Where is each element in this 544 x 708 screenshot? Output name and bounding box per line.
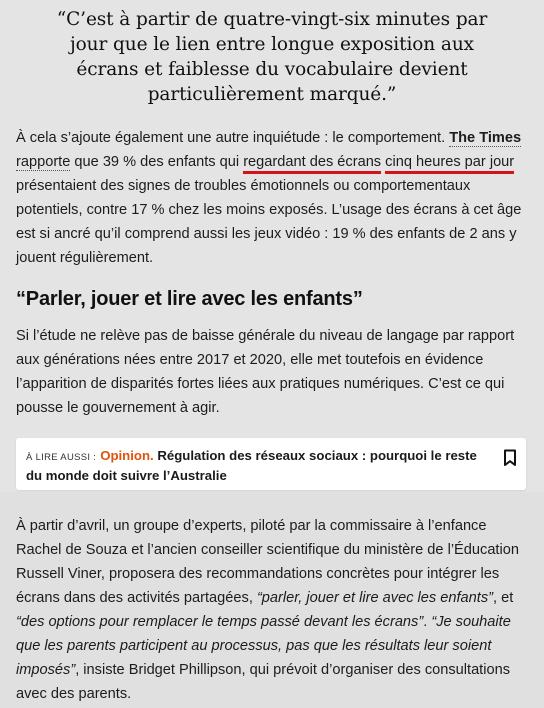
paragraph-behavior [16, 126, 530, 270]
read-also-title[interactable]: Régulation des réseaux sociaux : pourquoi le reste du monde doit suivre l’Australie [26, 448, 477, 483]
quote-options-remplacer: “des options pour remplacer le temps passé devant les écrans” [16, 614, 424, 630]
read-also-kicker: À LIRE AUSSI : [26, 452, 97, 463]
quote-je-souhaite: “Je souhaite que les parents participent au processus, pas que les résultats leur soient imposés” [16, 614, 511, 678]
paragraph-experts [16, 514, 530, 706]
paragraph-intro: À cela s’ajoute également une autre inquiétude : le comportement. [16, 130, 450, 146]
paragraph-rest: présentaient des signes de troubles émotionnels ou comportementaux potentiels, contre 17 % chez les moins exposés. L’usage des écrans à cet âge est si ancré qu’il comprend aussi les jeux vidéo : 19 % des enfants de 2 ans y jouent régulièrement. [16, 178, 522, 266]
paragraph-part3: . [423, 614, 432, 630]
read-also-category: Opinion. [100, 448, 154, 463]
section-heading: “Parler, jouer et lire avec les enfants” [16, 288, 363, 310]
the-times-link[interactable]: The Times [449, 130, 522, 146]
paragraph-mid: que 39 % des enfants qui [70, 154, 244, 170]
read-also-text[interactable] [26, 447, 486, 485]
highlight-cinq-heures-par-jour: cinq heures par jour [385, 154, 514, 174]
paragraph-part4: , insiste Bridget Phillipson, qui prévoit d’organiser des consultations avec des parents. [16, 662, 511, 702]
rapporte-link[interactable]: rapporte [16, 154, 71, 170]
quote-parler-jouer-lire: “parler, jouer et lire avec les enfants” [256, 590, 493, 606]
bookmark-icon[interactable] [503, 449, 517, 467]
paragraph-disparities: Si l’étude ne relève pas de baisse générale du niveau de langage par rapport aux générations nées entre 2017 et 2020, elle met toutefois en évidence l’apparition de disparités fortes liées aux pratiques numériques. C’est ce qui pousse le gouvernement à agir. [16, 328, 515, 416]
read-also-card[interactable] [16, 438, 526, 490]
highlight-regardant-des-ecrans: regardant des écrans [243, 154, 381, 174]
pull-quote: “C’est à partir de quatre-vingt-six minutes par jour que le lien entre longue exposition aux écrans et faiblesse du vocabulaire devient particulièrement marqué.” [56, 9, 488, 105]
paragraph-part2: , et [492, 590, 514, 606]
paragraph-part1: À partir d’avril, un groupe d’experts, piloté par la commissaire à l’enfance Rachel de Souza et l’ancien conseiller scientifique du ministère de l’Éducation Russell Viner, proposera des recommandations concrètes pour intégrer les écrans dans des activités partagées, [16, 518, 519, 606]
